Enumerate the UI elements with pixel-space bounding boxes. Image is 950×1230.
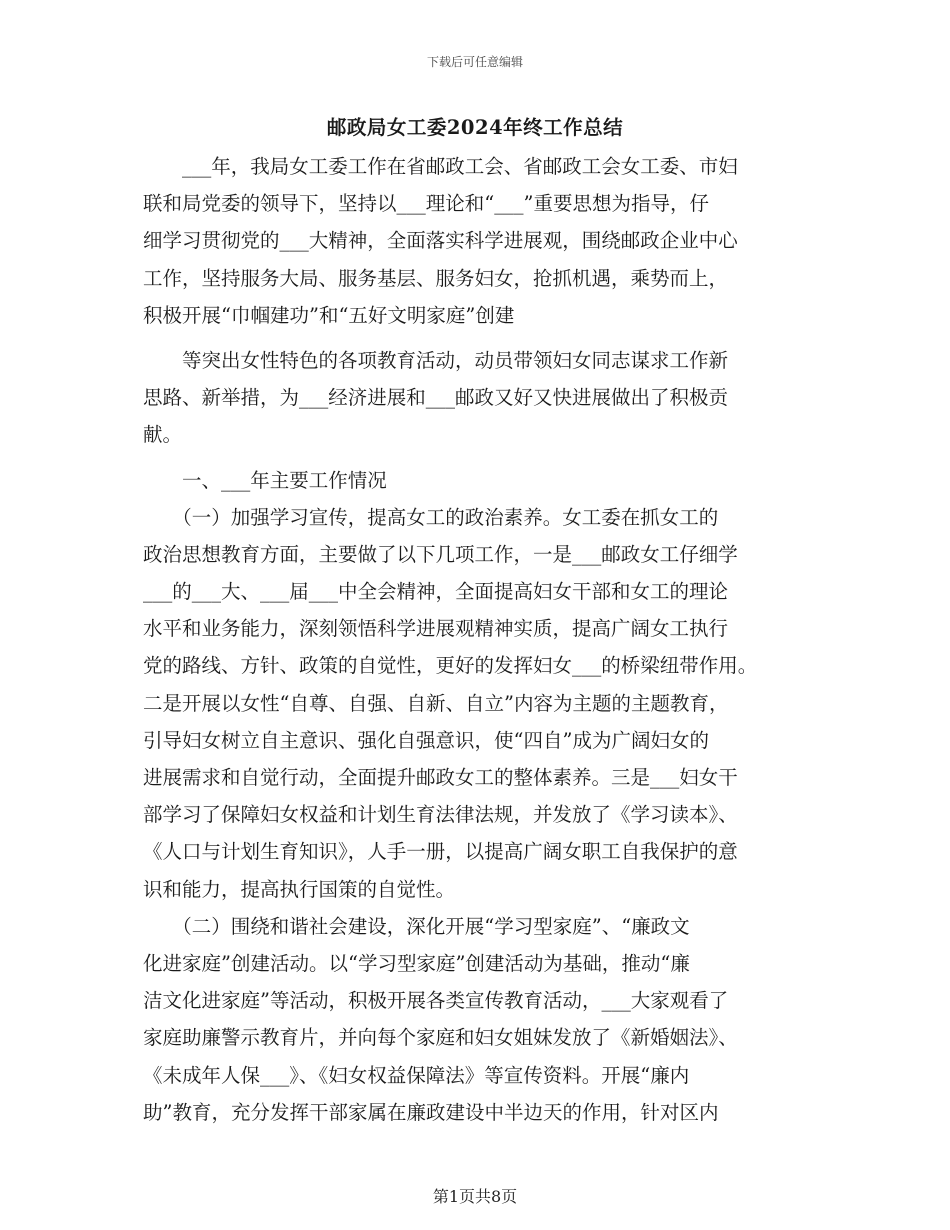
paragraph-gap [143,454,823,462]
body-line: 积极开展“巾帼建功”和“五好文明家庭”创建 [143,303,515,327]
body-line: （一）加强学习宣传，提高女工的政治素养。女工委在抓女工的 [143,505,719,529]
body-line: 识和能力，提高执行国策的自觉性。 [143,877,456,901]
body-line: 《未成年人保___》、《妇女权益保障法》等宣传资料。开展“廉内 [143,1063,690,1087]
header-note: 下载后可任意编辑 [426,55,523,69]
body-line: 等突出女性特色的各项教育活动，动员带领妇女同志谋求工作新 [143,348,729,372]
document-title: 邮政局女工委2024年终工作总结 [326,116,624,139]
body-line: 政治思想教育方面，主要做了以下几项工作，一是___邮政女工仔细学 [143,542,738,566]
body-line: 工作，坚持服务大局、服务基层、服务妇女，抢抓机遇，乘势而上， [143,266,729,290]
page-footer: 第1页共8页 [432,1187,518,1206]
body-line: 进展需求和自觉行动，全面提升邮政女工的整体素养。三是___妇女干 [143,766,738,789]
body-line: 二是开展以女性“自尊、自强、自新、自立”内容为主题的主题教育， [143,691,729,715]
body-line: （二）围绕和谐社会建设，深化开展“学习型家庭”、“廉政文 [143,914,690,938]
body-line: 细学习贯彻党的___大精神，全面落实科学进展观，围绕邮政企业中心 [143,229,738,253]
body-line: 献。 [143,423,183,447]
body-line: 化进家庭”创建活动。以“学习型家庭”创建活动为基础，推动“廉 [143,951,690,975]
section-heading: 一、___年主要工作情况 [143,468,387,492]
body-line: 联和局党委的领导下，坚持以___理论和“___”重要思想为指导，仔 [143,192,709,216]
body-line: ___年，我局女工委工作在省邮政工会、省邮政工会女工委、市妇 [143,155,738,178]
body-line: 党的路线、方针、政策的自觉性，更好的发挥妇女___的桥梁纽带作用。 [143,654,758,678]
document-body [143,148,823,1131]
body-line: 部学习了保障妇女权益和计划生育法律法规，并发放了《学习读本》、 [143,803,738,827]
body-line: 引导妇女树立自主意识、强化自强意识，使“四自”成为广阔妇女的 [143,728,709,752]
body-line: 思路、新举措，为___经济进展和___邮政又好又快进展做出了积极贡 [143,386,729,410]
paragraph-gap [143,334,823,342]
body-line: 《人口与计划生育知识》，人手一册，以提高广阔女职工自我保护的意 [143,840,738,864]
body-line: 助”教育，充分发挥干部家属在廉政建设中半边天的作用，针对区内 [143,1100,719,1124]
body-line: 家庭助廉警示教育片，并向每个家庭和妇女姐妹发放了《新婚姻法》、 [143,1026,738,1050]
body-line: ___的___大、___届___中全会精神，全面提高妇女干部和女工的理论 [143,580,729,604]
body-line: 水平和业务能力，深刻领悟科学进展观精神实质，提高广阔女工执行 [143,617,729,641]
body-line: 洁文化进家庭”等活动，积极开展各类宣传教育活动，___大家观看了 [143,989,729,1013]
